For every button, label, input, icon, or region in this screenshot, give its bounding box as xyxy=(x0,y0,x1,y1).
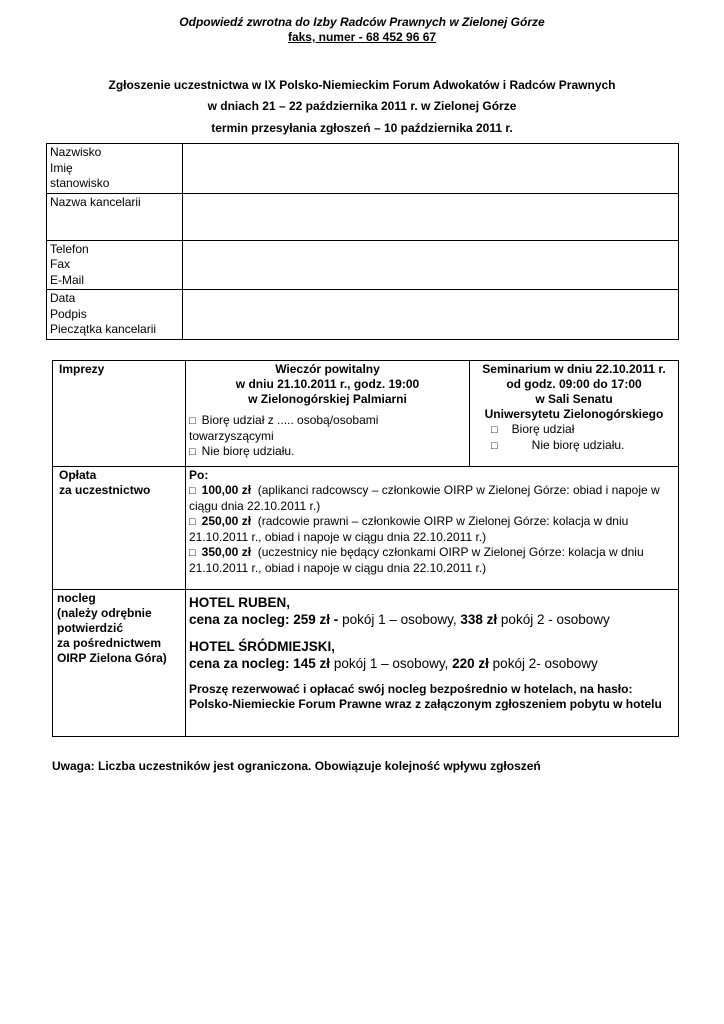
dinner-cell: Wieczór powitalny w dniu 21.10.2011 r., godz. 19:00 w Zielonogórskiej Palmiarni □ Biorę udział z ..... osobą/osobami towarzyszącymi □ Nie biorę udziału. xyxy=(186,361,470,467)
seminar-cell: Seminarium w dniu 22.10.2011 r. od godz. 09:00 do 17:00 w Sali Senatu Uniwersytetu Zielonogórskiego □ Biorę udział □ Nie biorę udziału. xyxy=(470,361,679,467)
dinner-no-option[interactable]: □ Nie biorę udziału. xyxy=(189,444,295,458)
hotel-ruben-name: HOTEL RUBEN, xyxy=(189,595,291,610)
checkbox-icon: □ xyxy=(189,485,196,497)
dinner-yes-option[interactable]: □ Biorę udział z ..... osobą/osobami towarzyszącymi xyxy=(189,413,379,443)
events-label: Imprezy xyxy=(53,361,186,467)
contact-field[interactable] xyxy=(183,240,679,290)
hotel-srodmiejski-name: HOTEL ŚRÓDMIEJSKI, xyxy=(189,639,336,654)
fee-option-2[interactable]: □ 250,00 zł (radcowie prawni – członkowie OIRP w Zielonej Górze: kolacja w dniu 21.10.2011 r., obiad i napoje w ciągu dnia 22.10.2011 r.) xyxy=(189,514,629,544)
lodging-label: nocleg (należy odrębnie potwierdzić za pośrednictwem OIRP Zielona Góra) xyxy=(53,590,186,737)
hotel-srodmiejski-price: cena za nocleg: 145 zł pokój 1 – osobowy, 220 zł pokój 2- osobowy xyxy=(189,656,598,671)
fax-number: faks, numer - 68 452 96 67 xyxy=(287,30,437,44)
submission-deadline: termin przesyłania zgłoszeń – 10 października 2011 r. xyxy=(211,121,513,135)
lodging-cell xyxy=(186,590,679,737)
events-table xyxy=(52,360,679,737)
page-title: Zgłoszenie uczestnictwa w IX Polsko-Niemieckim Forum Adwokatów i Radców Prawnych xyxy=(108,78,616,92)
name-labels: Nazwisko Imię stanowisko xyxy=(47,144,183,194)
firm-label: Nazwa kancelarii xyxy=(47,193,183,240)
reply-line: Odpowiedź zwrotna do Izby Radców Prawnych w Zielonej Górze xyxy=(179,15,545,29)
seminar-no-option[interactable]: □ Nie biorę udziału. xyxy=(491,438,625,452)
checkbox-icon: □ xyxy=(491,424,498,436)
personal-data-table xyxy=(46,143,679,340)
checkbox-icon: □ xyxy=(189,446,196,458)
fee-label: Opłata za uczestnictwo xyxy=(53,467,186,590)
participants-note: Uwaga: Liczba uczestników jest ograniczona. Obowiązuje kolejność wpływu zgłoszeń xyxy=(52,759,541,773)
seminar-yes-option[interactable]: □ Biorę udział xyxy=(491,422,575,436)
fee-option-1[interactable]: □ 100,00 zł (aplikanci radcowscy – członkowie OIRP w Zielonej Górze: obiad i napoje w ciągu dnia 22.10.2011 r.) xyxy=(189,483,660,513)
signature-labels: Data Podpis Pieczątka kancelarii xyxy=(47,290,183,340)
checkbox-icon: □ xyxy=(189,415,196,427)
checkbox-icon: □ xyxy=(189,547,196,559)
hotel-ruben-price: cena za nocleg: 259 zł - pokój 1 – osobowy, 338 zł pokój 2 - osobowy xyxy=(189,612,610,627)
reservation-instructions: Proszę rezerwować i opłacać swój nocleg bezpośrednio w hotelach, na hasło: xyxy=(189,682,633,696)
event-dates: w dniach 21 – 22 października 2011 r. w Zielonej Górze xyxy=(207,99,517,113)
fee-cell: Po: □ 100,00 zł (aplikanci radcowscy – członkowie OIRP w Zielonej Górze: obiad i napoje w ciągu dnia 22.10.2011 r.) □ 250,00 zł (radcowie prawni – członkowie OIRP w Zielonej Górze: kolacja w dniu 21.10.2011 r., obiad i napoje w ciągu dnia 22.10.2011 r.) □ 350,00 zł (uczestnicy nie będący członkami OIRP w Zielonej Górze: kolacja w dniu 21.10.2011 r., obiad i napoje w ciągu dnia 22.10.2011 r.) xyxy=(186,467,679,590)
fee-option-3[interactable]: □ 350,00 zł (uczestnicy nie będący członkami OIRP w Zielonej Górze: kolacja w dniu 21.10.2011 r., obiad i napoje w ciągu dnia 22.10.2011 r.) xyxy=(189,545,644,575)
contact-labels: Telefon Fax E-Mail xyxy=(47,240,183,290)
reservation-password: Polsko-Niemieckie Forum Prawne wraz z załączonym zgłoszeniem pobytu w hotelu xyxy=(189,697,662,711)
signature-field[interactable] xyxy=(183,290,679,340)
name-field[interactable] xyxy=(183,144,679,194)
checkbox-icon: □ xyxy=(189,516,196,528)
firm-field[interactable] xyxy=(183,193,679,240)
checkbox-icon: □ xyxy=(491,440,498,452)
